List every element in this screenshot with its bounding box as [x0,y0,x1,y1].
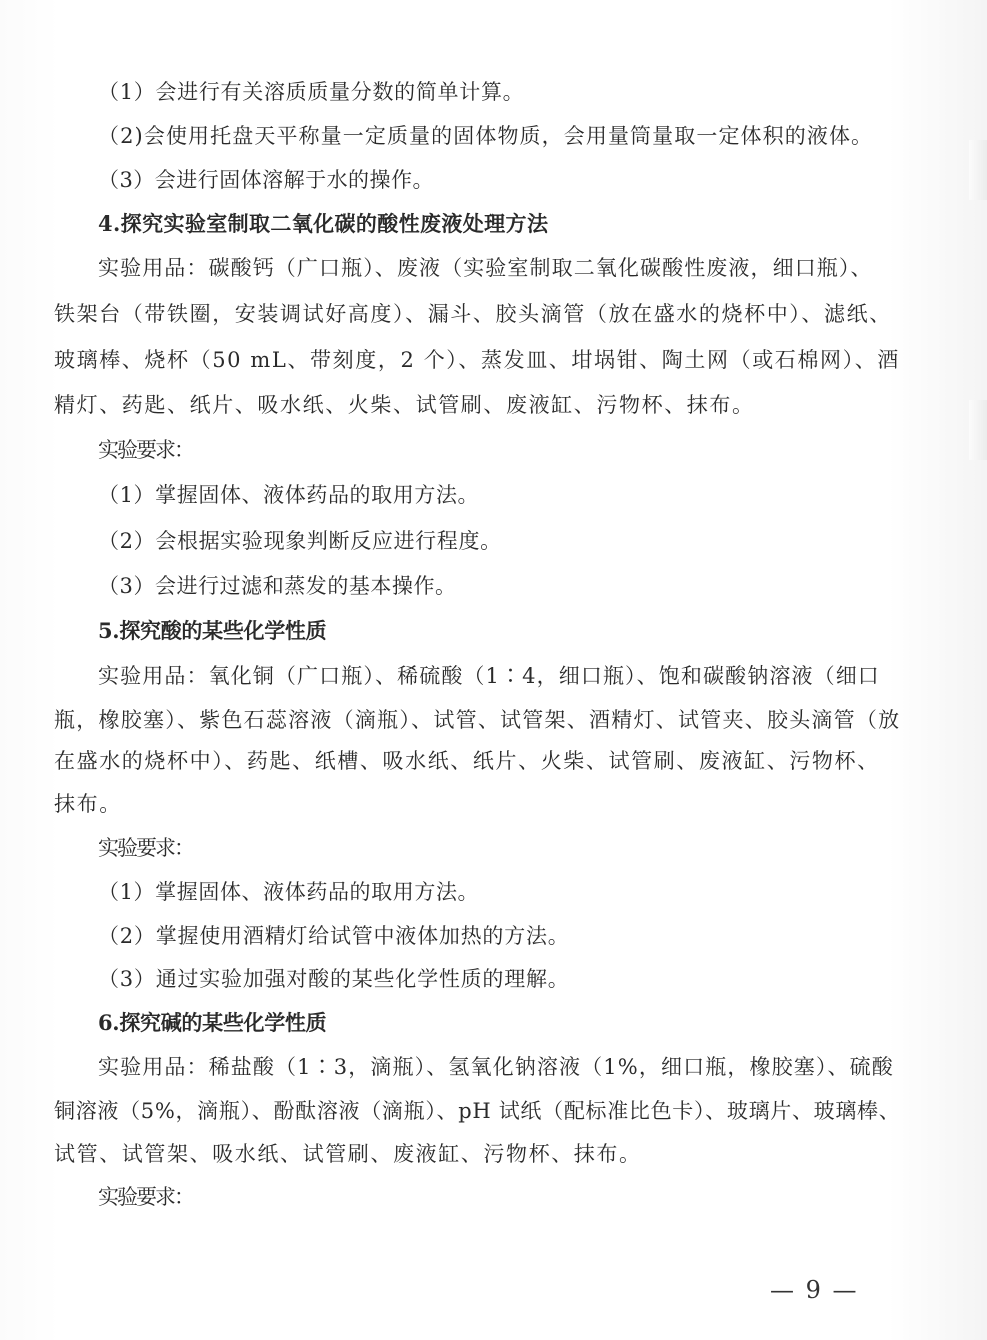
materials-paragraph-line: 瓶，橡胶塞）、紫色石蕊溶液（滴瓶）、试管、试管架、酒精灯、试管夹、胶头滴管（放 [54,708,901,732]
section-heading-6: 6.探究碱的某些化学性质 [98,1010,327,1035]
requirements-label: 实验要求： [98,1185,193,1209]
requirement-item: （2）会根据实验现象判断反应进行程度。 [98,529,502,553]
materials-paragraph-line: 试管、试管架、吸水纸、试管刷、废液缸、污物杯、抹布。 [54,1142,642,1166]
section-heading-4: 4.探究实验室制取二氧化碳的酸性废液处理方法 [98,211,549,236]
requirement-item: （3）通过实验加强对酸的某些化学性质的理解。 [98,967,570,991]
materials-paragraph-line: 铁架台（带铁圈，安装调试好高度）、漏斗、胶头滴管（放在盛水的烧杯中）、滤纸、 [54,302,892,326]
scan-shadow [969,400,987,460]
section-heading-5: 5.探究酸的某些化学性质 [98,618,327,643]
requirement-item: （2)会使用托盘天平称量一定质量的固体物质，会用量筒量取一定体积的液体。 [98,124,874,148]
requirement-item: （3）会进行固体溶解于水的操作。 [98,168,434,192]
requirements-label: 实验要求： [98,438,193,462]
requirement-item: （2）掌握使用酒精灯给试管中液体加热的方法。 [98,924,570,948]
requirement-item: （1）会进行有关溶质质量分数的简单计算。 [98,80,525,104]
materials-paragraph-line: 抹布。 [54,792,122,816]
materials-paragraph-line: 实验用品：氧化铜（广口瓶）、稀硫酸（1∶4，细口瓶）、饱和碳酸钠溶液（细口 [98,664,880,688]
requirement-item: （1）掌握固体、液体药品的取用方法。 [98,483,480,507]
materials-paragraph-line: 铜溶液（5%，滴瓶）、酚酞溶液（滴瓶）、pH 试纸（配标准比色卡）、玻璃片、玻璃棒、 [54,1099,901,1123]
materials-paragraph-line: 玻璃棒、烧杯（50 mL、带刻度，2 个）、蒸发皿、坩埚钳、陶土网（或石棉网）、酒 [54,348,900,372]
requirements-label: 实验要求： [98,836,193,860]
requirement-item: （1）掌握固体、液体药品的取用方法。 [98,880,480,904]
materials-paragraph-line: 精灯、药匙、纸片、吸水纸、火柴、试管刷、废液缸、污物杯、抹布。 [54,393,755,417]
materials-paragraph-line: 实验用品：稀盐酸（1∶3，滴瓶）、氢氧化钠溶液（1%，细口瓶，橡胶塞）、硫酸 [98,1055,894,1079]
page-number: — 9 — [770,1276,859,1304]
scan-shadow [969,140,987,200]
materials-paragraph-line: 在盛水的烧杯中）、药匙、纸槽、吸水纸、纸片、火柴、试管刷、废液缸、污物杯、 [54,749,880,773]
materials-paragraph-line: 实验用品：碳酸钙（广口瓶）、废液（实验室制取二氧化碳酸性废液，细口瓶）、 [98,256,873,280]
requirement-item: （3）会进行过滤和蒸发的基本操作。 [98,574,457,598]
